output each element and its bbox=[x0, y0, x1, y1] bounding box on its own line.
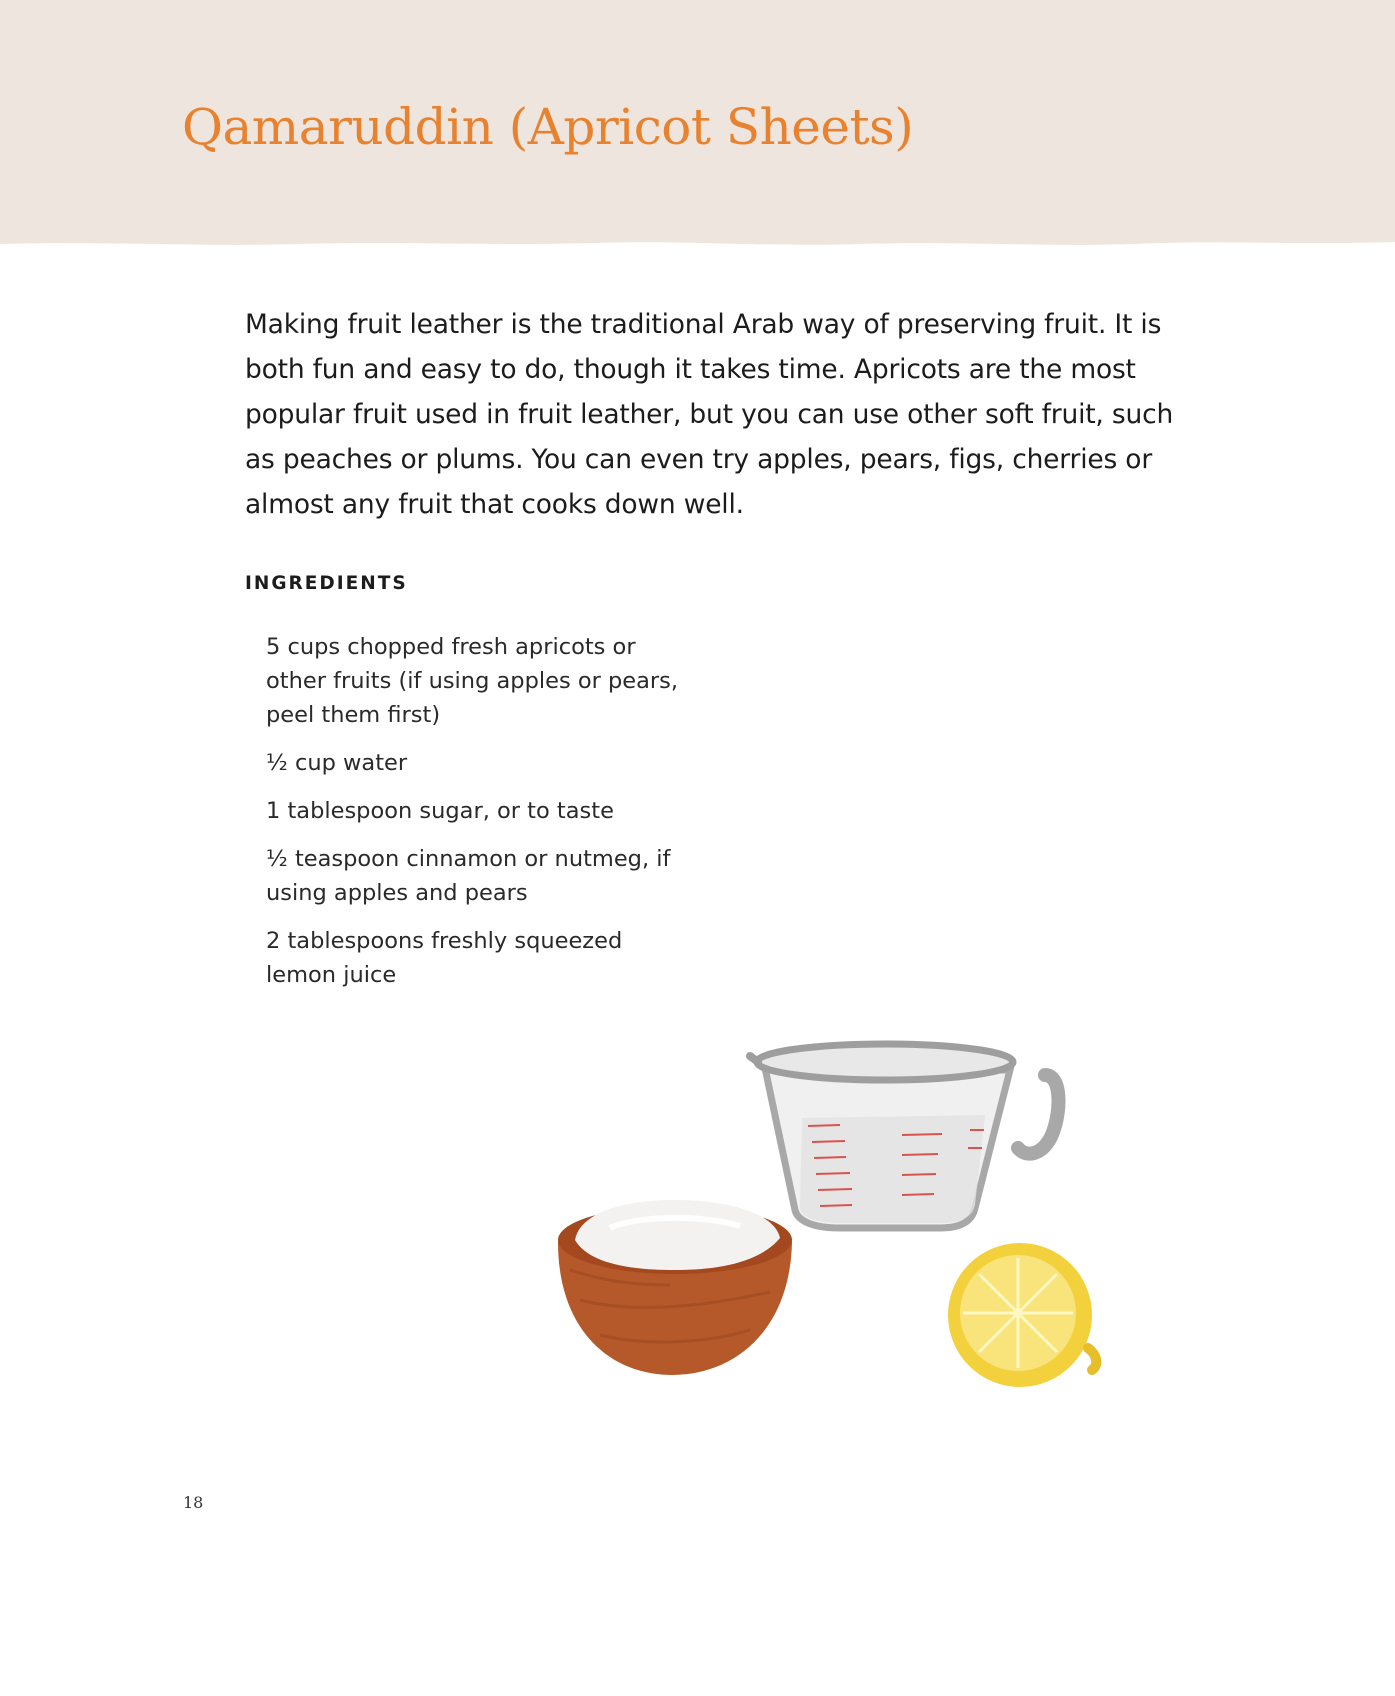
ingredients-heading: INGREDIENTS bbox=[245, 573, 408, 594]
ingredient-item: 2 tablespoons freshly squeezed lemon juice bbox=[266, 928, 623, 988]
ingredients-illustration bbox=[540, 1030, 1120, 1400]
sugar-bowl-icon bbox=[558, 1200, 792, 1375]
ingredient-list bbox=[266, 630, 696, 1006]
ingredient-item: ½ teaspoon cinnamon or nutmeg, if using apples and pears bbox=[266, 846, 671, 906]
ingredient-item: 1 tablespoon sugar, or to taste bbox=[266, 798, 614, 824]
intro-paragraph: Making fruit leather is the traditional Arab way of preserving fruit. It is both fun and easy to do, though it takes time. Apricots are the most popular fruit used in fruit leather, but you can use other soft fruit, such as peaches or plums. You can even try apples, pears, figs, cherries or almost any fruit that cooks down well. bbox=[245, 309, 1174, 520]
ingredient-item: 5 cups chopped fresh apricots or other fruits (if using apples or pears, peel them first) bbox=[266, 634, 679, 728]
page-number: 18 bbox=[183, 1493, 204, 1512]
header-torn-edge bbox=[0, 232, 1395, 256]
measuring-cup-icon bbox=[750, 1044, 1059, 1228]
page-title: Qamaruddin (Apricot Sheets) bbox=[182, 98, 914, 156]
lemon-half-icon bbox=[948, 1243, 1096, 1387]
ingredient-item: ½ cup water bbox=[266, 750, 408, 776]
